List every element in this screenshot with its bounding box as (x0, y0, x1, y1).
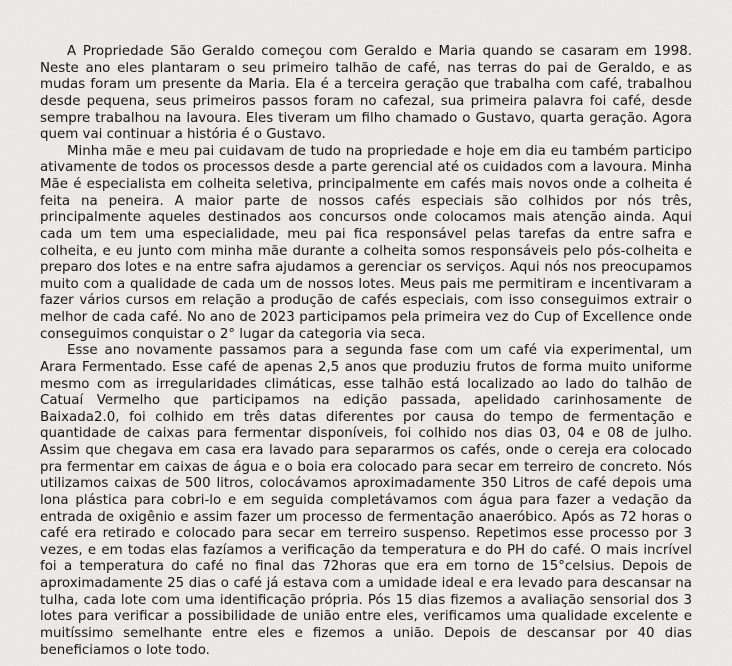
document-text (40, 44, 692, 659)
story-paragraph-family-roles: Minha mãe e meu pai cuidavam de tudo na propriedade e hoje em dia eu também participo ativamente de todos os processos desde a parte gerencial até os cuidados com a lavoura. Minha Mãe é especialista em colheita seletiva, principalmente em cafés mais novos onde a colheita é feita na peneira. A maior parte de nossos cafés especiais são colhidos por nós três, principalmente aqueles destinados aos concursos onde colocamos mais atenção ainda. Aqui cada um tem uma especialidade, meu pai fica responsável pelas tarefas da entre safra e colheita, e eu junto com minha mãe durante a colheita somos responsáveis pelo pós-colheita e preparo dos lotes e na entre safra ajudamos a gerenciar os serviços. Aqui nós nos preocupamos muito com a qualidade de cada um de nossos lotes. Meus pais me permitiram e incentivaram a fazer vários cursos em relação a produção de cafés especiais, com isso conseguimos extrair o melhor de cada café. No ano de 2023 participamos pela primeira vez do Cup of Excellence onde conseguimos conquistar o 2° lugar da categoria via seca. (40, 143, 692, 342)
story-paragraph-origin: A Propriedade São Geraldo começou com Geraldo e Maria quando se casaram em 1998. Neste ano eles plantaram o seu primeiro talhão de café, nas terras do pai de Geraldo, e as mudas foram um presente da Maria. Ela é a terceira geração que trabalha com café, trabalhou desde pequena, seus primeiros passos foram no cafezal, sua primeira palavra foi café, desde sempre trabalhou na lavoura. Eles tiveram um filho chamado o Gustavo, quarta geração. Agora quem vai continuar a história é o Gustavo. (40, 44, 692, 143)
story-paragraph-lot-process: Esse ano novamente passamos para a segunda fase com um café via experimental, um Arara Fermentado. Esse café de apenas 2,5 anos que produziu frutos de forma muito uniforme mesmo com as irregularidades climáticas, esse talhão está localizado ao lado do talhão de Catuaí Vermelho que participamos na edição passada, apelidado carinhosamente de Baixada2.0, foi colhido em três datas diferentes por causa do tempo de fermentação e quantidade de caixas para fermentar disponíveis, foi colhido nos dias 03, 04 e 08 de julho. Assim que chegava em casa era lavado para separarmos os cafés, onde o cereja era colocado pra fermentar em caixas de água e o boia era colocado para secar em terreiro de concreto. Nós utilizamos caixas de 500 litros, colocávamos aproximadamente 350 Litros de café depois uma lona plástica para cobri-lo e em seguida completávamos com água para fazer a vedação da entrada de oxigênio e assim fazer um processo de fermentação anaeróbico. Após as 72 horas o café era retirado e colocado para secar em terreiro suspenso. Repetimos esse processo por 3 vezes, e em todas elas fazíamos a verificação da temperatura e do PH do café. O mais incrível foi a temperatura do café no final das 72horas que era em torno de 15°celsius. Depois de aproximadamente 25 dias o café já estava com a umidade ideal e era levado para descansar na tulha, cada lote com uma identificação própria. Pós 15 dias fizemos a avaliação sensorial dos 3 lotes para verificar a possibilidade de união entre eles, verificamos uma qualidade excelente e muitíssimo semelhante entre eles e fizemos a união. Depois de descansar por 40 dias beneficiamos o lote todo. (40, 343, 692, 658)
